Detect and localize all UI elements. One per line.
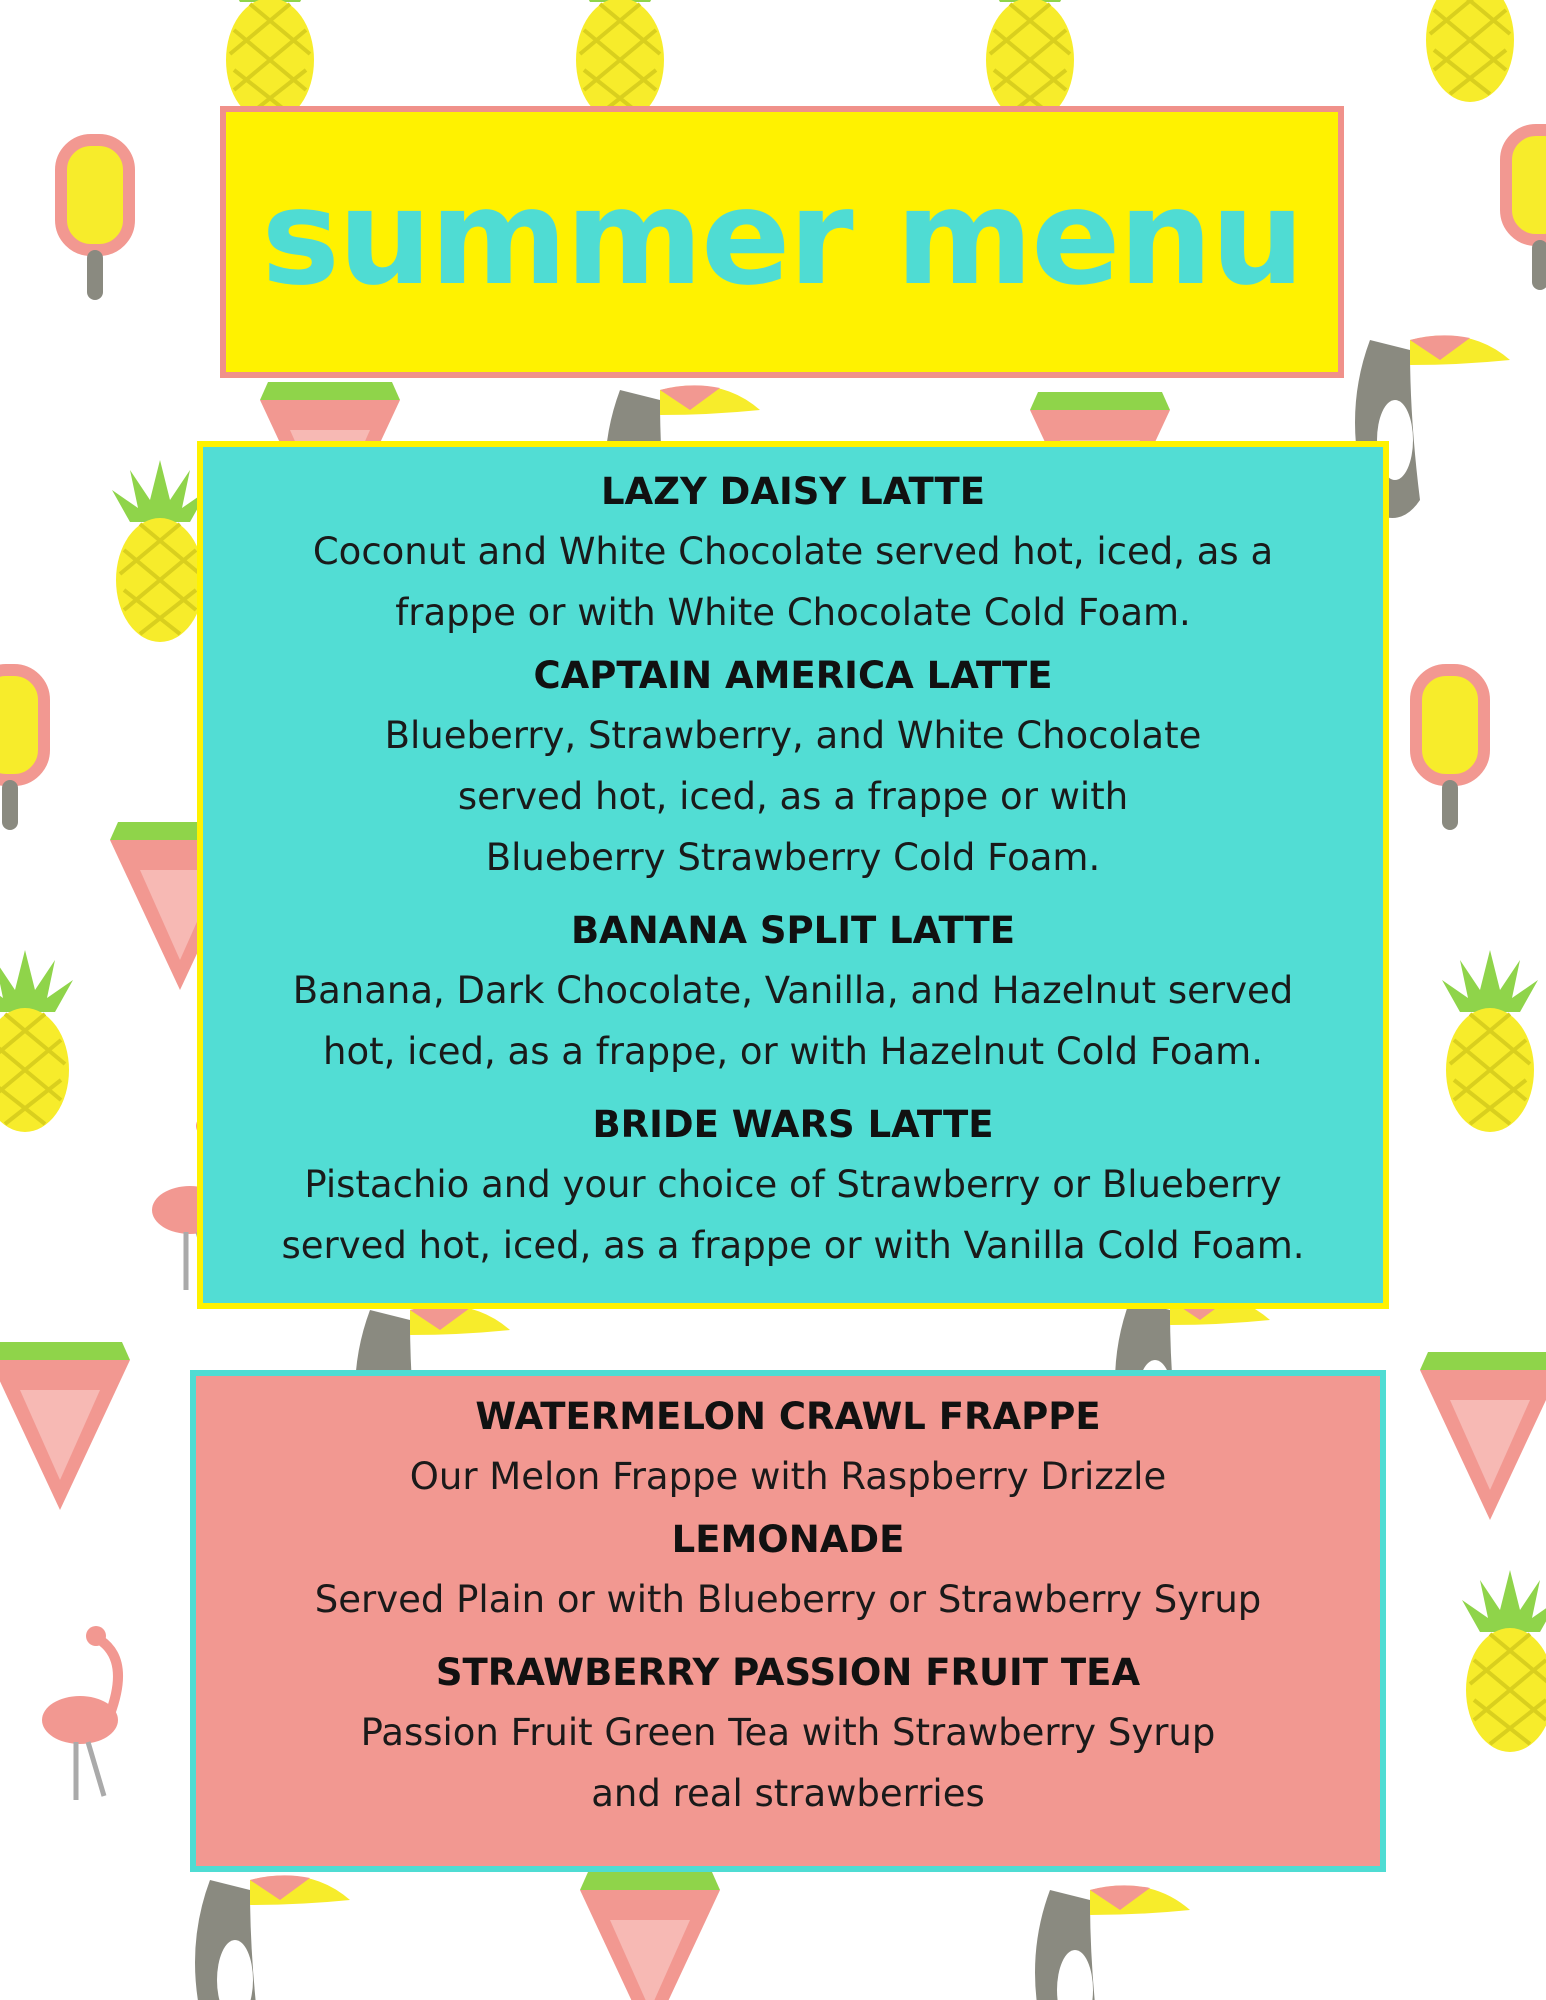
menu-item-bride-wars-latte <box>203 1096 1383 1276</box>
item-name: BRIDE WARS LATTE <box>592 1103 994 1146</box>
other-drinks-section <box>190 1370 1386 1872</box>
item-name: WATERMELON CRAWL FRAPPE <box>475 1395 1101 1438</box>
item-name: CAPTAIN AMERICA LATTE <box>533 654 1053 697</box>
item-description: Blueberry, Strawberry, and White Chocolate served hot, iced, as a frappe or with Blueberry Strawberry Cold Foam. <box>384 714 1202 879</box>
item-name: LEMONADE <box>671 1518 905 1561</box>
item-description: Coconut and White Chocolate served hot, iced, as a frappe or with White Chocolate Cold Foam. <box>312 530 1274 634</box>
item-description: Pistachio and your choice of Strawberry or Blueberry served hot, iced, as a frappe or with Vanilla Cold Foam. <box>281 1163 1305 1267</box>
item-name: LAZY DAISY LATTE <box>600 470 986 513</box>
menu-item-captain-america-latte <box>203 647 1383 888</box>
item-description: Passion Fruit Green Tea with Strawberry Syrup and real strawberries <box>360 1711 1216 1815</box>
item-description: Banana, Dark Chocolate, Vanilla, and Hazelnut served hot, iced, as a frappe, or with Hazelnut Cold Foam. <box>292 969 1294 1073</box>
menu-item-watermelon-crawl-frappe <box>196 1388 1380 1507</box>
menu-item-banana-split-latte <box>203 902 1383 1082</box>
item-name: BANANA SPLIT LATTE <box>570 909 1016 952</box>
latte-section <box>197 441 1389 1309</box>
menu-item-lemonade <box>196 1511 1380 1630</box>
item-name: STRAWBERRY PASSION FRUIT TEA <box>435 1651 1141 1694</box>
title-banner <box>220 106 1344 378</box>
item-description: Our Melon Frappe with Raspberry Drizzle <box>409 1455 1167 1498</box>
item-description: Served Plain or with Blueberry or Strawberry Syrup <box>314 1578 1262 1621</box>
menu-item-strawberry-passion-fruit-tea <box>196 1644 1380 1824</box>
menu-title: summer menu <box>261 161 1303 315</box>
menu-item-lazy-daisy-latte <box>203 463 1383 643</box>
